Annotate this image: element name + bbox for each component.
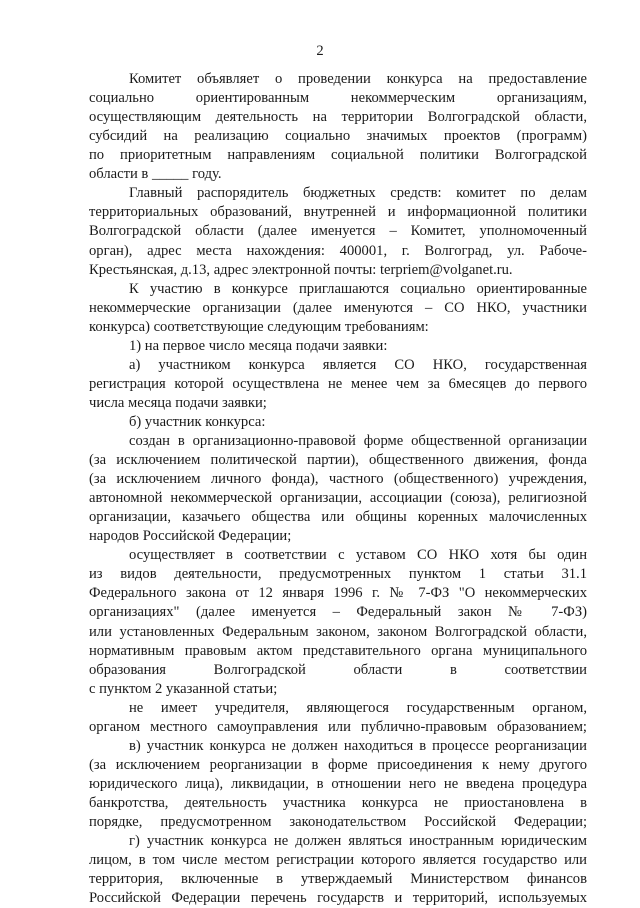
text-line: создан в организационно-правовой форме общественной организации	[129, 432, 587, 449]
text-line: территория, включенные в утверждаемый Министерством финансов	[89, 871, 587, 888]
text-line: 1) на первое число месяца подачи заявки:	[129, 337, 388, 354]
text-line: банкротства, деятельность участника конкурса не приостановлена в	[89, 794, 587, 811]
text-line: порядке, предусмотренном законодательством Российской Федерации;	[89, 814, 587, 830]
text-line: юридического лица), ликвидации, в отношении него не введена процедура	[89, 775, 587, 792]
text-line: автономной некоммерческой организации, ассоциации (союза), религиозной	[89, 490, 587, 507]
text-line: нормативным правовым актом представительного органа муниципального	[89, 642, 587, 659]
text-line: осуществляет в соответствии с уставом СО НКО хотя бы один	[129, 547, 587, 564]
text-line: социально ориентированным некоммерческим организациям,	[89, 90, 587, 106]
text-line: Крестьянская, д.13, адрес электронной почты: terpriem@volganet.ru.	[89, 261, 513, 278]
text-line: лицом, в том числе местом регистрации которого является государство или	[89, 852, 587, 869]
text-line: организации, казачьего общества или общины коренных малочисленных	[89, 509, 587, 526]
text-line: некоммерческие организации (далее именуются – СО НКО, участники	[89, 299, 587, 316]
text-line: Комитет объявляет о проведении конкурса на предоставление	[129, 71, 587, 87]
text-line: осуществляющим деятельность на территории Волгоградской области,	[89, 109, 587, 126]
text-line: Волгоградской области (далее именуется – Комитет, уполномоченный	[89, 223, 587, 240]
text-line: (за исключением личного фонда), частного (общественного) учреждения,	[89, 471, 587, 488]
text-line: К участию в конкурсе приглашаются социально ориентированные	[129, 280, 587, 297]
text-line: в) участник конкурса не должен находиться в процессе реорганизации	[129, 737, 587, 754]
text-line: с пунктом 2 указанной статьи;	[89, 680, 278, 697]
text-line: г) участник конкурса не должен являться иностранным юридическим	[129, 833, 587, 849]
text-line: субсидий на реализацию социально значимых проектов (программ)	[89, 128, 587, 145]
text-line: по приоритетным направлениям социальной политики Волгоградской	[89, 147, 587, 164]
text-line: Главный распорядитель бюджетных средств: комитет по делам	[129, 185, 587, 202]
page-number: 2	[316, 43, 324, 59]
text-line: области в _____ году.	[89, 166, 222, 183]
text-line: Российской Федерации перечень государств и территорий, используемых	[89, 890, 587, 907]
text-line: (за исключением политической партии), общественного движения, фонда	[89, 452, 587, 468]
text-line: регистрация которой осуществлена не менее чем за 6месяцев до первого	[89, 375, 587, 392]
text-line: организациях" (далее именуется – Федеральный закон № 7-ФЗ)	[89, 604, 587, 621]
text-line: конкурса) соответствующие следующим требованиям:	[89, 318, 429, 335]
text-line: или установленных Федеральным законом, законом Волгоградской области,	[89, 623, 587, 640]
text-line: б) участник конкурса:	[129, 413, 266, 430]
text-line: а) участником конкурса является СО НКО, государственная	[129, 356, 587, 373]
text-line: (за исключением реорганизации в форме присоединения к нему другого	[89, 756, 587, 773]
text-line: образования Волгоградской области в соответствии	[89, 661, 587, 678]
text-line: не имеет учредителя, являющегося государственным органом,	[129, 699, 587, 716]
text-line: Федерального закона от 12 января 1996 г. № 7-ФЗ "О некоммерческих	[89, 585, 587, 602]
text-line: народов Российской Федерации;	[89, 528, 292, 545]
text-line: числа месяца подачи заявки;	[89, 394, 267, 411]
text-line: территориальных образований, внутренней и информационной политики	[89, 204, 587, 221]
text-line: из видов деятельности, предусмотренных пунктом 1 статьи 31.1	[89, 566, 587, 583]
text-line: органом местного самоуправления или публично-правовым образованием;	[89, 718, 587, 735]
text-line: орган), адрес места нахождения: 400001, г. Волгоград, ул. Рабоче-	[89, 242, 587, 259]
